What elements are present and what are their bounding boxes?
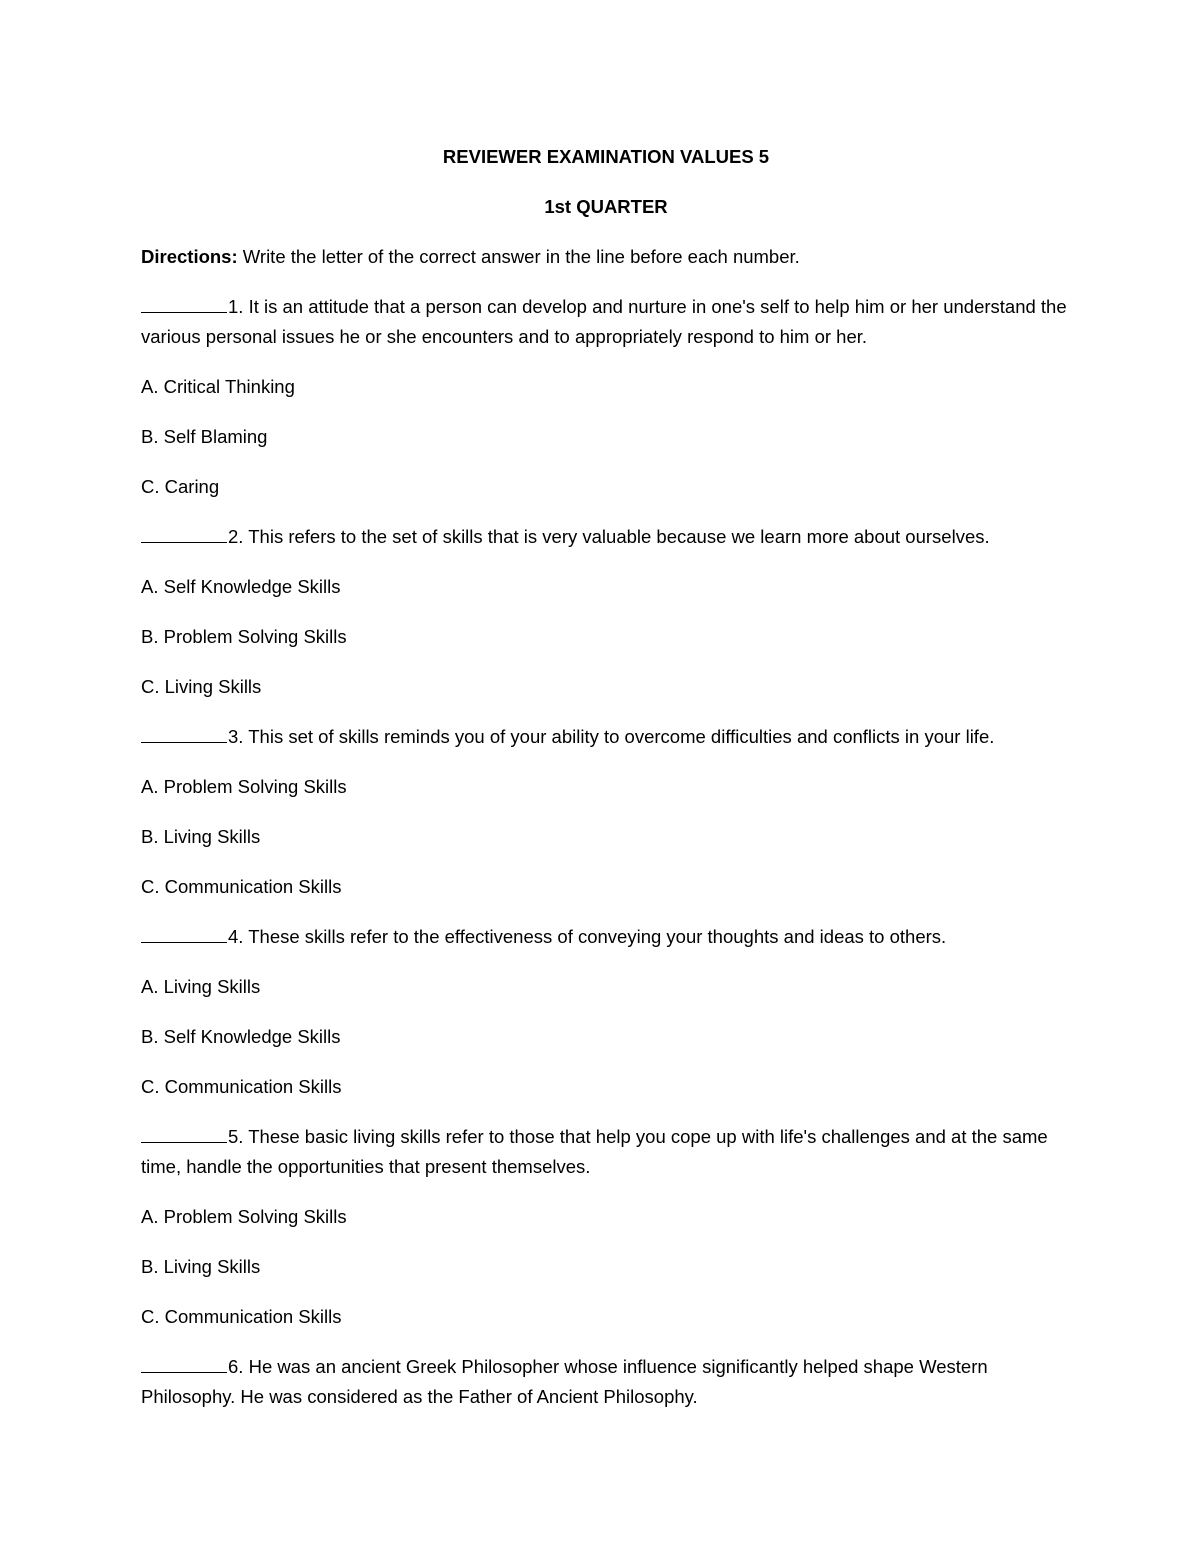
document-title: REVIEWER EXAMINATION VALUES 5 [442,146,770,167]
question-6 [141,1352,1071,1412]
option-c: C. Living Skills [141,676,262,697]
question-text: He was an ancient Greek Philosopher whose influence significantly helped shape Western Philosophy. He was considered as the Father of Ancient Philosophy. [141,1356,988,1407]
option-c: C. Caring [141,476,220,497]
question-text: This set of skills reminds you of your ability to overcome difficulties and conflicts in your life. [243,726,995,747]
answer-blank [141,922,227,943]
directions-label: Directions: [141,246,238,267]
question-number: 1. [228,296,244,317]
directions [141,242,1071,272]
option-a: A. Problem Solving Skills [141,1206,347,1227]
option-a: A. Living Skills [141,976,261,997]
question-text: It is an attitude that a person can develop and nurture in one's self to help him or her understand the various personal issues he or she encounters and to appropriately respond to him or her. [141,296,1067,347]
answer-blank [141,1122,227,1143]
answer-blank [141,522,227,543]
question-number: 3. [228,726,244,747]
question-3 [141,722,1071,752]
answer-blank [141,1352,227,1373]
document-subtitle: 1st QUARTER [544,196,668,217]
question-number: 6. [228,1356,244,1377]
question-text: These basic living skills refer to those that help you cope up with life's challenges and at the same time, handle the opportunities that present themselves. [141,1126,1048,1177]
answer-blank [141,292,227,313]
document-content [141,142,1071,1432]
option-b: B. Self Knowledge Skills [141,1026,341,1047]
question-number: 2. [228,526,244,547]
question-number: 4. [228,926,244,947]
option-b: B. Problem Solving Skills [141,626,347,647]
answer-blank [141,722,227,743]
directions-text: Write the letter of the correct answer in the line before each number. [237,246,800,267]
question-2 [141,522,1071,552]
question-1 [141,292,1071,352]
option-a: A. Problem Solving Skills [141,776,347,797]
question-number: 5. [228,1126,244,1147]
question-5 [141,1122,1071,1182]
option-a: A. Self Knowledge Skills [141,576,341,597]
question-text: These skills refer to the effectiveness of conveying your thoughts and ideas to others. [243,926,947,947]
option-a: A. Critical Thinking [141,376,295,397]
option-b: B. Living Skills [141,826,261,847]
option-b: B. Living Skills [141,1256,261,1277]
option-c: C. Communication Skills [141,1306,342,1327]
option-c: C. Communication Skills [141,876,342,897]
option-c: C. Communication Skills [141,1076,342,1097]
question-text: This refers to the set of skills that is very valuable because we learn more about ourselves. [243,526,990,547]
question-4 [141,922,1071,952]
option-b: B. Self Blaming [141,426,268,447]
